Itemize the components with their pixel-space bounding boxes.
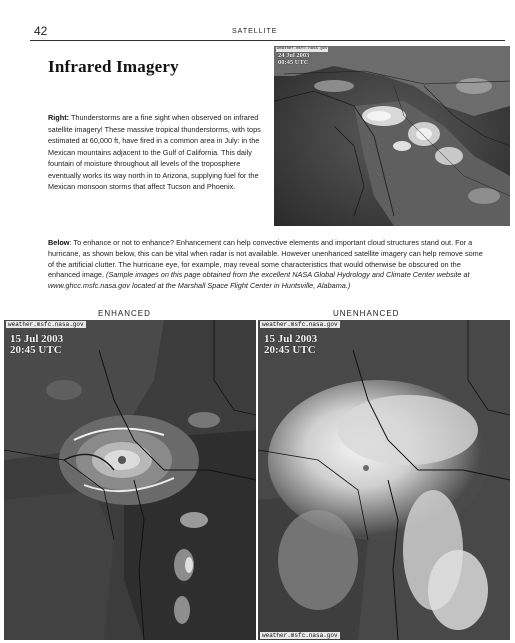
running-head: SATELLITE — [232, 28, 278, 35]
image-time: 00:45 UTC — [278, 59, 309, 66]
right-caption-lead: Right: — [48, 113, 70, 122]
header-rule — [30, 40, 505, 41]
image-credit: weather.msfc.nasa.gov — [8, 321, 84, 328]
label-unenhanced: UNENHANCED — [333, 309, 400, 318]
satellite-image-mexico-graphic — [274, 46, 510, 226]
satellite-image-mexico — [274, 46, 510, 226]
right-caption-body: Thunderstorms are a fine sight when observed on infrared satellite imagery! These massive tropical thunderstorms, with tops estimated at 60,000 ft, have fired in a common area in July: in the Mexican mountains adjacent to the Gulf of California. This daily fountain of moisture throughout all levels of the troposphere eventually works its way north in to Arizona, supplying fuel for the Mexican monsoon storms that affect Tucson and Phoenix. — [48, 113, 261, 191]
below-caption-lead: Below — [48, 238, 70, 247]
image-time: 20:45 UTC — [10, 344, 62, 356]
right-caption — [48, 112, 262, 193]
below-caption-body: : To enhance or not to enhance? Enhancement can help convective elements and important cloud structures stand out. For a hurricane, as shown below, this can be vital when radar is not available. However unenhanced satellite imagery can help remove some of the artificial clutter. The hurricane eye, for example, may reveal some characteristics that would otherwise be obscured on the enhanced image. — [48, 238, 483, 280]
image-date: 24 Jul 2003 — [278, 52, 310, 59]
page-title: Infrared Imagery — [48, 57, 179, 76]
image-date: 15 Jul 2003 — [10, 333, 64, 345]
image-credit: weather.msfc.nasa.gov — [277, 47, 328, 51]
satellite-image-unenhanced — [258, 320, 510, 640]
image-date: 15 Jul 2003 — [264, 333, 318, 345]
image-credit: weather.msfc.nasa.gov — [262, 632, 338, 639]
image-time: 20:45 UTC — [264, 344, 316, 356]
satellite-image-unenhanced-graphic — [258, 320, 510, 640]
satellite-image-enhanced — [4, 320, 256, 640]
label-enhanced: ENHANCED — [98, 309, 151, 318]
image-timestamp — [278, 52, 309, 66]
below-caption — [48, 238, 488, 292]
page-number: 42 — [34, 24, 48, 38]
below-caption-note: (Sample images on this page obtained from the excellent NASA Global Hydrology and Climate Center website at www.ghcc.msfc.nasa.gov located at the Marshall Space Flight Center in Huntsville, Alabama.) — [48, 270, 470, 291]
satellite-image-enhanced-graphic — [4, 320, 256, 640]
image-timestamp — [10, 334, 63, 356]
image-credit-top: weather.msfc.nasa.gov — [262, 321, 338, 328]
image-timestamp — [264, 334, 317, 356]
